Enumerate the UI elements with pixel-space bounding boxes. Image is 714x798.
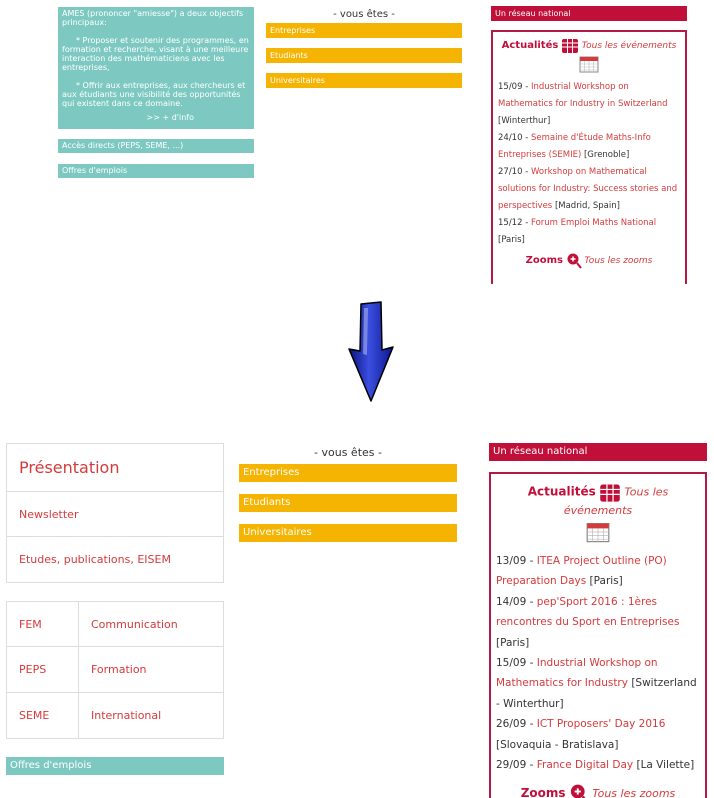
event-link[interactable]: Semaine d'Étude Maths-Info Entreprises (SEMIE) <box>498 133 651 160</box>
event-item: 26/09 - ICT Proposers' Day 2016 [Slovaquia - Bratislava] <box>496 718 666 751</box>
table-icon <box>561 37 579 54</box>
reseau-national-header: Un réseau national <box>489 443 707 461</box>
menu-seme[interactable]: SEME <box>7 693 79 738</box>
menu-presentation[interactable]: Présentation <box>7 444 223 492</box>
table-icon <box>599 482 621 503</box>
audience-universitaires[interactable]: Universitaires <box>239 524 457 542</box>
zoom-plus-icon <box>569 784 589 798</box>
zoom-plus-icon <box>566 253 582 269</box>
actualites-title: Actualités <box>527 484 596 499</box>
audience-etudiants[interactable]: Etudiants <box>239 494 457 512</box>
event-item: 15/12 - Forum Emploi Maths National [Paris] <box>498 218 657 245</box>
all-events-link[interactable]: Tous les événements <box>563 485 669 517</box>
event-item: 15/09 - Industrial Workshop on Mathematics for Industry in Switzerland [Winterthur] <box>498 82 668 126</box>
menu-international[interactable]: International <box>91 708 162 722</box>
down-arrow-icon <box>346 300 396 404</box>
all-zooms-link[interactable]: Tous les zooms <box>592 787 676 798</box>
event-item: 13/09 - ITEA Project Outline (PO) Preparation Days [Paris] <box>496 555 667 588</box>
intro-p1: AMES (prononcer "amiesse") a deux objectifs principaux: <box>62 9 244 27</box>
actualites-title: Actualités <box>501 40 559 51</box>
menu-etudes[interactable]: Etudes, publications, EISEM <box>19 553 171 566</box>
audience-entreprises[interactable]: Entreprises <box>266 23 462 38</box>
sub-menu-grid <box>6 601 224 739</box>
audience-universitaires[interactable]: Universitaires <box>266 73 462 88</box>
intro-p3: * Offrir aux entreprises, aux chercheurs et aux étudiants une visibilité des opportunités qui existent dans ce domaine. <box>62 81 246 108</box>
main-menu <box>6 443 224 583</box>
event-link[interactable]: Industrial Workshop on Mathematics for Industry <box>496 657 658 690</box>
event-item: 29/09 - France Digital Day [La Vilette] <box>496 759 695 772</box>
acces-directs-link[interactable]: Accès directs (PEPS, SEME, ...) <box>58 139 254 153</box>
event-item: 14/09 - pep'Sport 2016 : 1ères rencontres du Sport en Entreprises [Paris] <box>496 595 680 649</box>
menu-communication[interactable]: Communication <box>79 602 223 647</box>
event-link[interactable]: pep'Sport 2016 : 1ères rencontres du Sport en Entreprises <box>496 595 680 629</box>
event-link[interactable]: France Digital Day <box>536 759 634 772</box>
vous-etes-label: - vous êtes - <box>314 446 382 459</box>
calendar-icon <box>579 55 599 73</box>
all-zooms-link[interactable]: Tous les zooms <box>584 256 653 266</box>
event-item: 15/09 - Industrial Workshop on Mathematics for Industry [Switzerland - Winterthur] <box>496 657 697 710</box>
menu-newsletter[interactable]: Newsletter <box>7 492 223 537</box>
offres-emplois-link[interactable]: Offres d'emplois <box>58 164 254 178</box>
event-link[interactable]: Workshop on Mathematical solutions for Industry: Success stories and perspectives <box>498 167 678 211</box>
more-info-link[interactable]: >> + d'info <box>146 113 194 122</box>
menu-peps[interactable]: PEPS <box>7 647 79 692</box>
actualites-panel <box>489 472 707 798</box>
audience-entreprises[interactable]: Entreprises <box>239 464 457 482</box>
event-link[interactable]: ICT Proposers' Day 2016 <box>536 718 666 731</box>
intro-p2: * Proposer et soutenir des programmes, en formation et recherche, visant à une meilleure interaction des mathématiciens avec les entreprises, <box>62 36 249 72</box>
zooms-title: Zooms <box>520 786 566 798</box>
event-item: 27/10 - Workshop on Mathematical solutions for Industry: Success stories and perspectives [Madrid, Spain] <box>498 167 678 211</box>
zooms-title: Zooms <box>525 255 564 266</box>
reseau-national-header: Un réseau national <box>491 6 687 21</box>
audience-etudiants[interactable]: Etudiants <box>266 48 462 63</box>
menu-fem[interactable]: FEM <box>7 602 79 647</box>
event-link[interactable]: Industrial Workshop on Mathematics for Industry in Switzerland <box>498 82 668 109</box>
vous-etes-label: - vous êtes - <box>333 9 395 20</box>
all-events-link[interactable]: Tous les événements <box>581 41 677 51</box>
menu-formation[interactable]: Formation <box>79 647 223 692</box>
event-item: 24/10 - Semaine d'Étude Maths-Info Entreprises (SEMIE) [Grenoble] <box>498 133 651 160</box>
event-link[interactable]: Forum Emploi Maths National <box>530 218 657 228</box>
event-link[interactable]: ITEA Project Outline (PO) Preparation Days <box>496 555 667 588</box>
actualites-panel <box>491 30 687 284</box>
offres-emplois-link[interactable]: Offres d'emplois <box>6 757 224 775</box>
intro-box <box>58 7 254 129</box>
calendar-icon <box>586 521 610 543</box>
